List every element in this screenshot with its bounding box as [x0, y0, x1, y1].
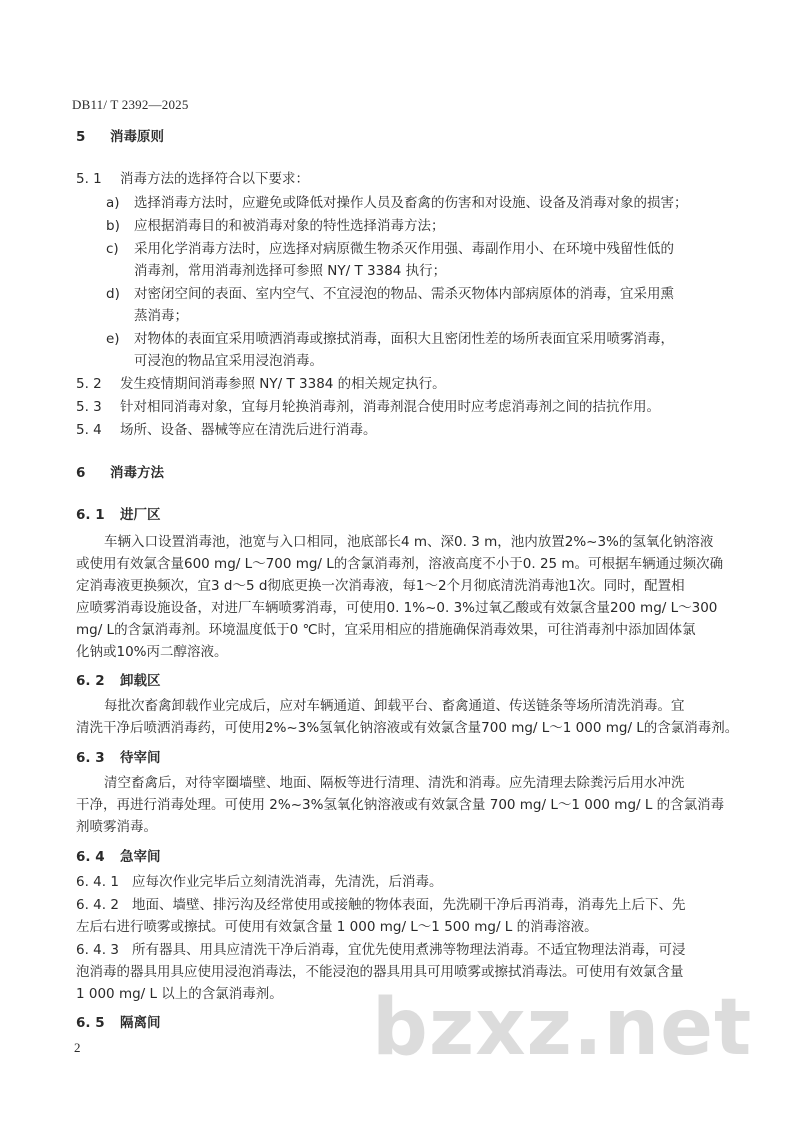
- subsection-6-1-heading: [76, 505, 161, 525]
- list-item-b: [106, 216, 445, 236]
- paragraph-line: 清空畜禽后，对待宰圈墙壁、地面、隔板等进行清理、清洗和消毒。应先清理去除粪污后用水冲洗: [104, 775, 685, 791]
- section-title: 消毒原则: [110, 129, 164, 145]
- subsection-title: 隔离间: [120, 1015, 161, 1031]
- clause-text: 所有器具、用具应清洗干净后消毒，宜优先使用煮沸等物理法消毒。不适宜物理法消毒，可浸: [132, 942, 686, 958]
- clause-6-4-1: [76, 872, 443, 892]
- clause-5-1: [76, 169, 309, 189]
- subsection-6-4-heading: [76, 847, 161, 867]
- paragraph-line: 或使用有效氯含量600 mg/ L～700 mg/ L的含氯消毒剂，溶液高度不小于0. 25 m。可根据车辆通过频次确: [76, 556, 724, 572]
- list-text: 应根据消毒目的和被消毒对象的特性选择消毒方法；: [134, 218, 445, 234]
- clause-number: 5. 1: [76, 171, 102, 187]
- list-marker: d): [106, 286, 120, 302]
- paragraph-line: 每批次畜禽卸载作业完成后，应对车辆通道、卸载平台、畜禽通道、传送链条等场所清洗消毒。宜: [104, 698, 685, 714]
- section-title: 消毒方法: [110, 465, 164, 481]
- subsection-number: 6. 3: [76, 750, 105, 766]
- section-6-heading: [76, 463, 164, 483]
- list-marker: c): [106, 241, 119, 257]
- subsection-6-5-heading: [76, 1013, 161, 1033]
- list-text: 采用化学消毒方法时，应选择对病原微生物杀灭作用强、毒副作用小、在环境中残留性低的: [134, 241, 674, 257]
- clause-text: 消毒方法的选择符合以下要求：: [120, 171, 309, 187]
- list-text: 对物体的表面宜采用喷洒消毒或擦拭消毒，面积大且密闭性差的场所表面宜采用喷雾消毒，: [134, 331, 674, 347]
- paragraph-line: 剂喷雾消毒。: [76, 819, 157, 835]
- paragraph-line: 干净，再进行消毒处理。可使用 2%~3%氢氧化钠溶液或有效氯含量 700 mg/ L～1 000 mg/ L 的含氯消毒: [76, 797, 725, 813]
- paragraph-line: 应喷雾消毒设施设备，对进厂车辆喷雾消毒，可使用0. 1%~0. 3%过氧乙酸或有效氯含量200 mg/ L～300: [76, 600, 718, 616]
- section-number: 5: [76, 129, 86, 145]
- section-5-heading: [76, 127, 164, 147]
- page-number: 2: [74, 1040, 81, 1055]
- clause-number: 5. 2: [76, 376, 102, 392]
- clause-number: 6. 4. 1: [76, 874, 119, 890]
- clause-5-2: [76, 374, 446, 394]
- clause-text: 发生疫情期间消毒参照 NY/ T 3384 的相关规定执行。: [120, 376, 446, 392]
- list-text: 对密闭空间的表面、室内空气、不宜浸泡的物品、需杀灭物体内部病原体的消毒，宜采用熏: [134, 286, 674, 302]
- paragraph-line: 定消毒液更换频次，宜3 d～5 d彻底更换一次消毒液，每1～2个月彻底清洗消毒池1次。同时，配置相: [76, 578, 685, 594]
- clause-5-4: [76, 420, 377, 440]
- paragraph-line: 左后右进行喷雾或擦拭。可使用有效氯含量 1 000 mg/ L～1 500 mg/ L 的消毒溶液。: [76, 919, 598, 935]
- clause-5-3: [76, 397, 660, 417]
- list-item-e: [106, 329, 674, 349]
- paragraph-line: 车辆入口设置消毒池，池宽与入口相同，池底部长4 m、深0. 3 m，池内放置2%~3%的氢氧化钠溶液: [104, 534, 714, 550]
- subsection-title: 待宰间: [120, 750, 161, 766]
- list-marker: b): [106, 218, 120, 234]
- subsection-number: 6. 2: [76, 673, 105, 689]
- clause-number: 6. 4. 3: [76, 942, 119, 958]
- list-item-d: [106, 284, 674, 304]
- subsection-title: 卸载区: [120, 673, 161, 689]
- list-text: 选择消毒方法时，应避免或降低对操作人员及畜禽的伤害和对设施、设备及消毒对象的损害；: [134, 195, 688, 211]
- subsection-title: 进厂区: [120, 507, 161, 523]
- paragraph-line: mg/ L的含氯消毒剂。环境温度低于0 ℃时，宜采用相应的措施确保消毒效果，可往消毒剂中添加固体氯: [76, 622, 696, 638]
- clause-6-4-3: [76, 940, 686, 960]
- standard-code: DB11/ T 2392—2025: [72, 97, 189, 112]
- subsection-number: 6. 4: [76, 849, 105, 865]
- list-item-d-cont: 蒸消毒；: [134, 308, 188, 324]
- clause-text: 地面、墙壁、排污沟及经常使用或接触的物体表面，先洗刷干净后再消毒，消毒先上后下、先: [132, 897, 686, 913]
- subsection-6-3-heading: [76, 748, 161, 768]
- clause-text: 应每次作业完毕后立刻清洗消毒，先清洗，后消毒。: [132, 874, 443, 890]
- subsection-title: 急宰间: [120, 849, 161, 865]
- clause-text: 针对相同消毒对象，宜每月轮换消毒剂，消毒剂混合使用时应考虑消毒剂之间的拮抗作用。: [120, 399, 660, 415]
- list-item-a: [106, 193, 688, 213]
- clause-text: 场所、设备、器械等应在清洗后进行消毒。: [120, 422, 377, 438]
- paragraph-line: 清洗干净后喷洒消毒药，可使用2%~3%氢氧化钠溶液或有效氯含量700 mg/ L～1 000 mg/ L的含氯消毒剂。: [76, 720, 739, 736]
- section-number: 6: [76, 465, 86, 481]
- subsection-number: 6. 1: [76, 507, 105, 523]
- paragraph-line: 化钠或10%丙二醇溶液。: [76, 644, 228, 660]
- clause-number: 5. 4: [76, 422, 102, 438]
- list-item-c: [106, 239, 674, 259]
- clause-6-4-2: [76, 895, 686, 915]
- list-item-e-cont: 可浸泡的物品宜采用浸泡消毒。: [134, 353, 323, 369]
- subsection-6-2-heading: [76, 671, 161, 691]
- list-item-c-cont: 消毒剂，常用消毒剂选择可参照 NY/ T 3384 执行；: [134, 263, 447, 279]
- clause-number: 6. 4. 2: [76, 897, 119, 913]
- paragraph-line: 1 000 mg/ L 以上的含氯消毒剂。: [76, 986, 283, 1002]
- subsection-number: 6. 5: [76, 1015, 105, 1031]
- list-marker: e): [106, 331, 120, 347]
- list-marker: a): [106, 195, 120, 211]
- paragraph-line: 泡消毒的器具用具应使用浸泡消毒法，不能浸泡的器具用具可用喷雾或擦拭消毒法。可使用有效氯含量: [76, 964, 684, 980]
- watermark-text: bzxz.net: [372, 983, 753, 1073]
- clause-number: 5. 3: [76, 399, 102, 415]
